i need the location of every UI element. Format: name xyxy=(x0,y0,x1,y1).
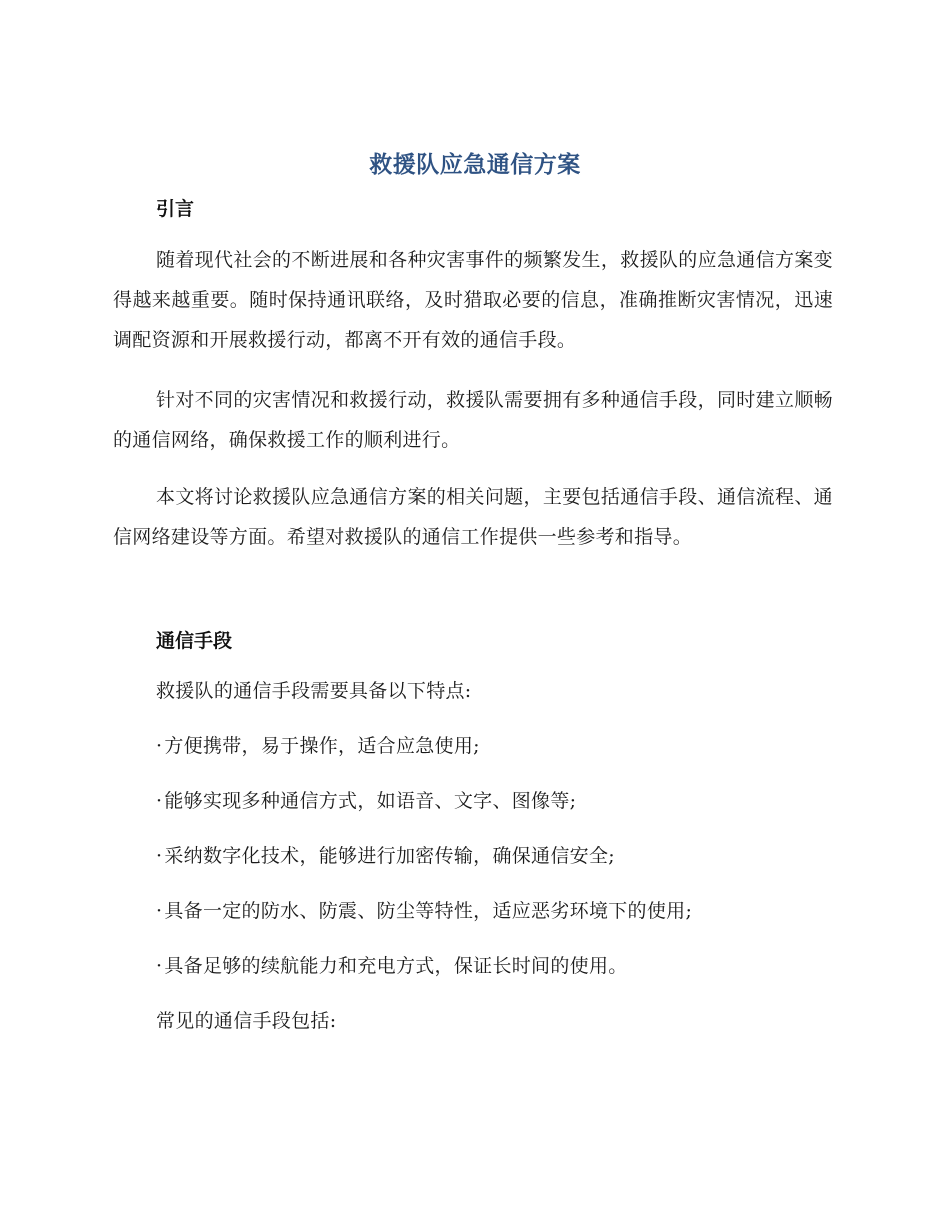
bullet-dot-icon: · xyxy=(156,735,163,757)
bullet-text: 能够实现多种通信方式，如语音、文字、图像等; xyxy=(164,790,577,812)
means-closing-text: 常见的通信手段包括: xyxy=(156,1010,337,1032)
means-bullet-item xyxy=(156,897,692,925)
bullet-dot-icon: · xyxy=(156,790,163,812)
bullet-text: 具备一定的防水、防震、防尘等特性，适应恶劣环境下的使用; xyxy=(164,900,693,922)
means-bullet-item xyxy=(156,952,628,980)
bullet-text: 方便携带，易于操作，适合应急使用; xyxy=(164,735,480,757)
section-heading-means: 通信手段 xyxy=(156,630,233,652)
means-bullet-item xyxy=(156,842,615,870)
bullet-dot-icon: · xyxy=(156,900,163,922)
means-bullet-item xyxy=(156,787,576,815)
means-lead-text: 救援队的通信手段需要具备以下特点: xyxy=(156,680,472,702)
document-title: 救援队应急通信方案 xyxy=(369,152,581,178)
bullet-dot-icon: · xyxy=(156,845,163,867)
bullet-dot-icon: · xyxy=(156,955,163,977)
bullet-text: 具备足够的续航能力和充电方式，保证长时间的使用。 xyxy=(164,955,628,977)
means-bullet-item xyxy=(156,732,480,760)
section-heading-intro: 引言 xyxy=(156,198,195,220)
intro-paragraph-2: 针对不同的灾害情况和救援行动，救援队需要拥有多种通信手段，同时建立顺畅的通信网络，确保救援工作的顺利进行。 xyxy=(113,389,833,451)
intro-paragraph-3: 本文将讨论救援队应急通信方案的相关问题，主要包括通信手段、通信流程、通信网络建设等方面。希望对救援队的通信工作提供一些参考和指导。 xyxy=(113,486,833,548)
bullet-text: 采纳数字化技术，能够进行加密传输，确保通信安全; xyxy=(164,845,615,867)
intro-paragraph-1: 随着现代社会的不断进展和各种灾害事件的频繁发生，救援队的应急通信方案变得越来越重要。随时保持通讯联络，及时猎取必要的信息，准确推断灾害情况，迅速调配资源和开展救援行动，都离不开有效的通信手段。 xyxy=(113,249,833,351)
